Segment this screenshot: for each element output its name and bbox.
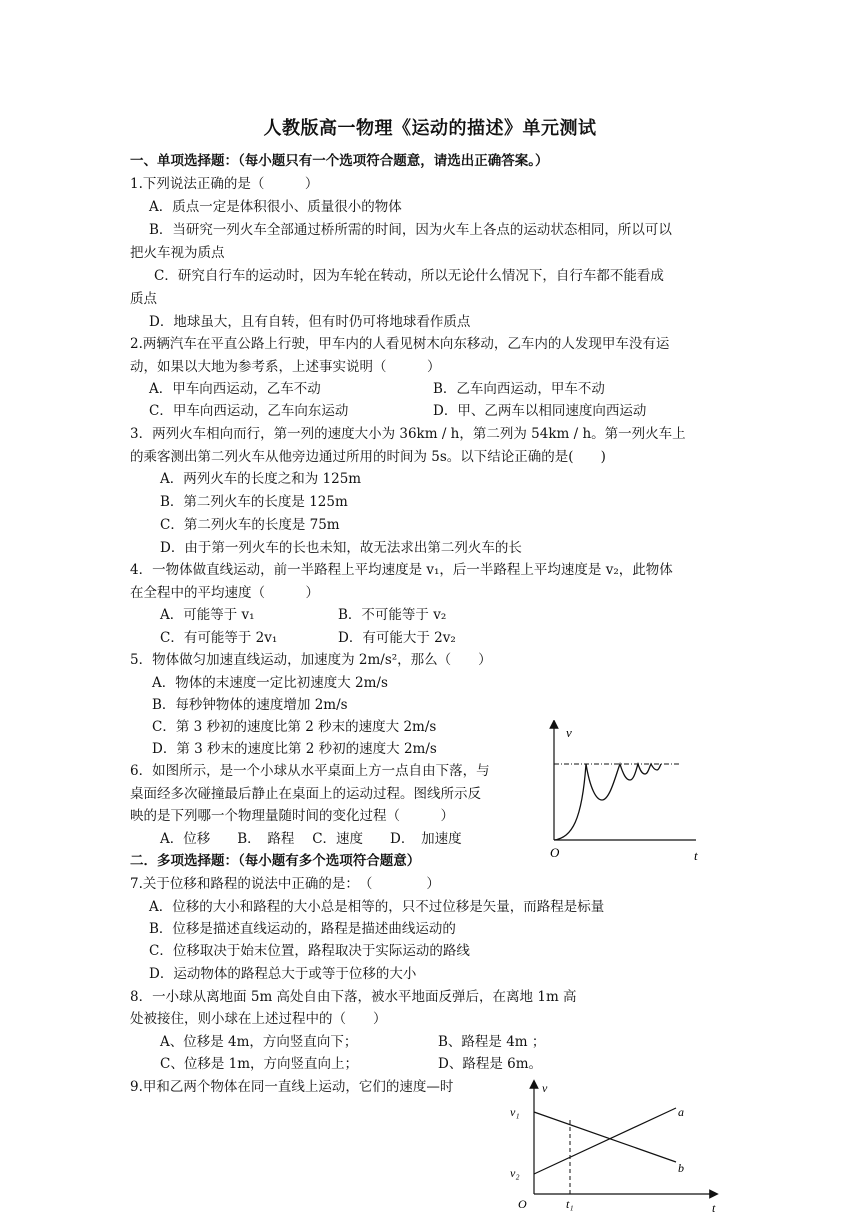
question-3-option-c: C．第二列火车的长度是 75m bbox=[160, 517, 340, 533]
figure-bouncing-ball-graph bbox=[536, 720, 716, 860]
origin-label: O bbox=[550, 845, 560, 860]
question-1-option-b: B．当研究一列火车全部通过桥所需的时间，因为火车上各点的运动状态相同，所以可以 bbox=[149, 222, 672, 238]
question-2-option-c: C．甲车向西运动，乙车向东运动 bbox=[149, 403, 349, 419]
question-5-option-a: A．物体的末速度一定比初速度大 2m/s bbox=[152, 675, 388, 691]
origin-label: O bbox=[518, 1197, 527, 1211]
section-heading-multi-choice: 二．多项选择题：（每小题有多个选项符合题意） bbox=[130, 853, 421, 869]
question-3-option-a: A．两列火车的长度之和为 125m bbox=[160, 471, 362, 487]
line-a bbox=[534, 1108, 676, 1174]
line-a-label: a bbox=[678, 1105, 684, 1119]
question-3-option-d: D．由于第一列火车的长也未知，故无法求出第二列火车的长 bbox=[160, 540, 522, 556]
question-8-option-a: A、位移是 4m，方向竖直向下； bbox=[160, 1034, 358, 1050]
line-b-label: b bbox=[678, 1161, 684, 1175]
question-3-option-b: B．第二列火车的长度是 125m bbox=[160, 494, 348, 510]
question-8-option-d: D、路程是 6m。 bbox=[438, 1056, 543, 1072]
question-1-option-b-cont: 把火车视为质点 bbox=[130, 245, 225, 261]
question-2-option-a: A．甲车向西运动，乙车不动 bbox=[149, 381, 321, 397]
question-5-option-b: B．每秒钟物体的速度增加 2m/s bbox=[152, 697, 348, 713]
question-7-stem: 7.关于位移和路程的说法中正确的是： （ ） bbox=[130, 876, 440, 892]
question-6-options: A．位移 B． 路程 C．速度 D． 加速度 bbox=[160, 831, 462, 847]
question-5-stem: 5．物体做匀加速直线运动，加速度为 2m/s²，那么（ ） bbox=[130, 652, 492, 668]
question-4-stem: 4．一物体做直线运动，前一半路程上平均速度是 v₁，后一半路程上平均速度是 v₂，此物体 bbox=[130, 562, 673, 578]
v2-label: v₂ bbox=[510, 1166, 520, 1180]
question-7-option-a: A．位移的大小和路程的大小总是相等的，只不过位移是矢量，而路程是标量 bbox=[149, 899, 605, 915]
question-8-stem: 8．一小球从离地面 5m 高处自由下落，被水平地面反弹后，在离地 1m 高 bbox=[130, 989, 577, 1005]
question-4-option-d: D．有可能大于 2v₂ bbox=[338, 630, 456, 646]
velocity-curve bbox=[554, 764, 661, 840]
question-8-option-c: C、位移是 1m，方向竖直向上； bbox=[160, 1056, 359, 1072]
y-axis-label: v bbox=[566, 725, 572, 740]
question-2-option-d: D．甲、乙两车以相同速度向西运动 bbox=[433, 403, 647, 419]
question-9-stem: 9.甲和乙两个物体在同一直线上运动，它们的速度—时 bbox=[130, 1079, 454, 1095]
question-8-option-b: B、路程是 4m ； bbox=[438, 1034, 546, 1050]
question-6-stem-cont-1: 桌面经多次碰撞最后静止在桌面上的运动过程。图线所示反 bbox=[130, 786, 481, 802]
y-axis-label: v bbox=[542, 1081, 548, 1095]
question-3-stem-cont: 的乘客测出第二列火车从他旁边通过所用的时间为 5s。以下结论正确的是( ) bbox=[130, 449, 606, 465]
question-4-option-a: A．可能等于 v₁ bbox=[160, 607, 255, 623]
page-title: 人教版高一物理《运动的描述》单元测试 bbox=[263, 118, 597, 139]
question-4-option-c: C．有可能等于 2v₁ bbox=[160, 630, 278, 646]
question-6-stem: 6．如图所示，是一个小球从水平桌面上方一点自由下落，与 bbox=[130, 763, 490, 779]
question-2-option-b: B．乙车向西运动，甲车不动 bbox=[433, 381, 605, 397]
question-5-option-c: C．第 3 秒初的速度比第 2 秒末的速度大 2m/s bbox=[152, 719, 437, 735]
v1-label: v₁ bbox=[510, 1105, 520, 1119]
question-7-option-b: B．位移是描述直线运动的，路程是描述曲线运动的 bbox=[149, 921, 456, 937]
x-axis-label: t bbox=[694, 848, 698, 860]
question-2-stem: 2.两辆汽车在平直公路上行驶，甲车内的人看见树木向东移动，乙车内的人发现甲车没有运 bbox=[130, 336, 670, 352]
question-1-option-c-cont: 质点 bbox=[130, 291, 157, 307]
question-1-option-a: A．质点一定是体积很小、质量很小的物体 bbox=[149, 199, 402, 215]
x-axis-label: t bbox=[712, 1201, 716, 1215]
question-1-stem: 1.下列说法正确的是（ ） bbox=[130, 176, 319, 192]
section-heading-single-choice: 一、单项选择题：（每小题只有一个选项符合题意，请选出正确答案。） bbox=[130, 153, 549, 169]
question-6-stem-cont-2: 映的是下列哪一个物理量随时间的变化过程（ ） bbox=[130, 808, 454, 824]
question-3-stem: 3．两列火车相向而行，第一列的速度大小为 36km / h，第二列为 54km / h。第一列火车上 bbox=[130, 426, 686, 442]
line-b bbox=[534, 1112, 676, 1162]
question-5-option-d: D．第 3 秒末的速度比第 2 秒初的速度大 2m/s bbox=[152, 741, 437, 757]
question-1-option-d: D．地球虽大，且有自转，但有时仍可将地球看作质点 bbox=[149, 314, 471, 330]
question-8-stem-cont: 处被接住，则小球在上述过程中的（ ） bbox=[130, 1011, 387, 1027]
question-1-option-c: C．研究自行车的运动时，因为车轮在转动，所以无论什么情况下，自行车都不能看成 bbox=[154, 268, 664, 284]
question-4-option-b: B．不可能等于 v₂ bbox=[338, 607, 447, 623]
figure-velocity-time-graph bbox=[500, 1076, 730, 1216]
question-7-option-c: C．位移取决于始末位置，路程取决于实际运动的路线 bbox=[149, 943, 470, 959]
question-4-stem-cont: 在全程中的平均速度（ ） bbox=[130, 585, 319, 601]
question-2-stem-cont: 动，如果以大地为参考系，上述事实说明（ ） bbox=[130, 359, 441, 375]
question-7-option-d: D．运动物体的路程总大于或等于位移的大小 bbox=[149, 966, 417, 982]
t1-label: t₁ bbox=[566, 1197, 574, 1211]
